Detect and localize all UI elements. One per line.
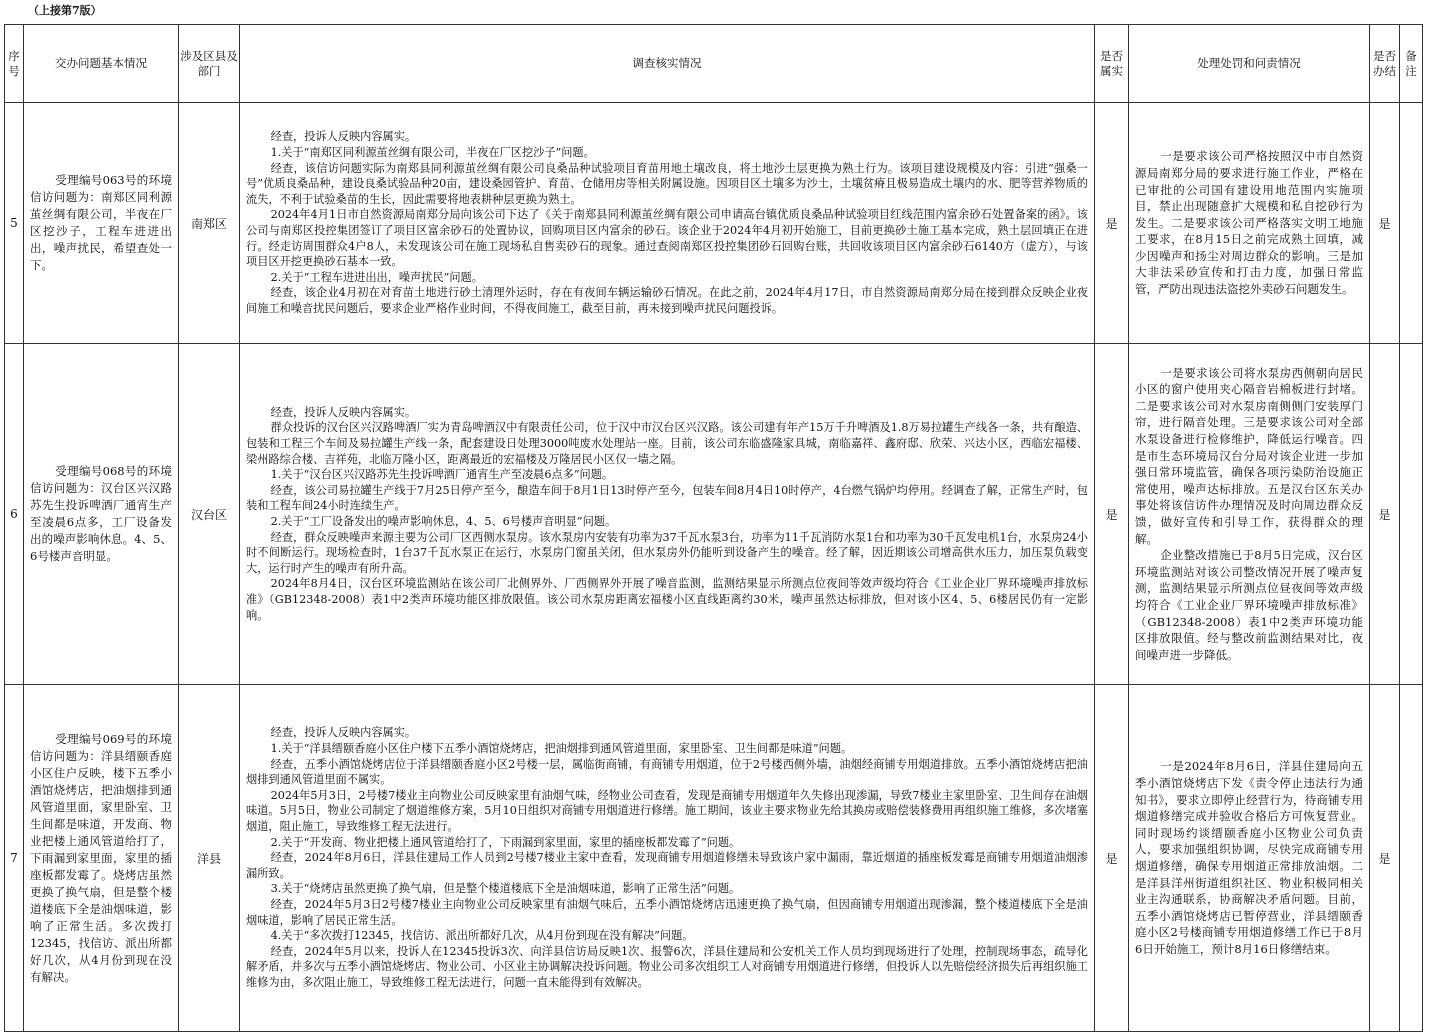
row-index: 7 [5,685,24,1032]
punish-cell [1129,103,1370,344]
is-true-cell: 是 [1095,344,1129,685]
paragraph: 1.关于“洋县缙颐香庭小区住户楼下五季小酒馆烧烤店，把油烟排到通风管道里面，家里卧室、卫生间都是味道”问题。 [270,742,853,756]
header-done: 是否办结 [1370,25,1400,103]
paragraph: 2.关于“工厂设备发出的噪声影响休息，4、5、6号楼声音明显”问题。 [270,515,617,528]
header-is-true: 是否属实 [1095,25,1129,103]
done-cell: 是 [1370,103,1400,344]
basic-text: 受理编号069号的环境信访问题为：洋县缙颐香庭小区住户反映，楼下五季小酒馆烧烤店，把油烟排到通风管道里面，家里卧室、卫生间都是味道，开发商、物业把楼上通风管道给打了，下雨漏到家里面，家里的插座板都发霉了。烧烤店虽然更换了换气扇，但是整个楼道楼底下全是油烟味道，影响了正常生活。多次拨打12345，找信访、派出所都好几次，从4月份到现在没有解决。 [30,731,172,984]
verify-cell [240,344,1095,685]
remark-cell [1400,344,1423,685]
table-row [5,103,1423,344]
paragraph: 一是2024年8月6日，洋县住建局向五季小酒馆烧烤店下发《责令停止违法行为通知书》，要求立即停止经营行为，待商铺专用烟道修缮完成并验收合格后方可恢复营业。同时现场约谈缙颐香庭小区物业公司负责人，要求加强组织协调，尽快完成商铺专用烟道修缮，确保专用烟道正常排放油烟。二是洋县洋州街道组织社区、物业积极同相关业主沟通联系，协商解决矛盾问题。目前，五季小酒馆烧烤店已暂停营业，洋县缙颐香庭小区2号楼商铺专用烟道修缮工作已于8月6日开始施工，预计8月16日修缮结束。 [1135,759,1363,956]
paragraph: 经查，2024年5月以来，投诉人在12345投诉3次、向洋县信访局反映1次、报警6次，洋县住建局和公安机关工作人员均到现场进行了处理，控制现场事态，疏导化解矛盾，并多次与五季小酒馆烧烤店、物业公司、小区业主协调解决投诉问题。物业公司多次组织工人对商铺专用烟道进行修缮，但投诉人以先赔偿经济损失后再组织施工维修为由，多次阻止施工，导致维修工程无法进行，问题一直未能得到有效解决。 [246,944,1088,989]
table-row [5,344,1423,685]
paragraph: 2024年5月3日，2号楼7楼业主向物业公司反映家里有油烟气味，经物业公司查看，发现是商铺专用烟道年久失修出现渗漏，导致7楼业主家里卧室、卫生间存在油烟味道。5月5日，物业公司制定了烟道维修方案，5月10日组织对商铺专用烟道进行修缮。施工期间，该业主要求物业先给其换房或赔偿装修费用再组织施工维修，多次堵塞烟道，阻止施工，导致维修工程无法进行。 [246,788,1088,834]
is-true-cell: 是 [1095,103,1129,344]
paragraph: 2024年8月4日，汉台区环境监测站在该公司厂北侧界外、厂西侧界外开展了噪音监测，监测结果显示所测点位夜间等效声级均符合《工业企业厂界环境噪声排放标准》（GB12348-2008）表1中2类声环境功能区排放限值。该公司水泵房距离宏福楼小区直线距离约30米，噪声虽然达标排放，但对该小区4、5、6楼居民仍有一定影响。 [246,577,1088,622]
paragraph: 3.关于“烧烤店虽然更换了换气扇，但是整个楼道楼底下全是油烟味道，影响了正常生活”问题。 [270,882,741,896]
paragraph: 经查，投诉人反映内容属实。 [270,130,417,144]
row-index: 6 [5,344,24,685]
paragraph: 2.关于“工程车进进出出，噪声扰民”问题。 [270,270,483,284]
paragraph: 经查，该公司易拉罐生产线于7月25日停产至今，酿造车间于8月1日13时停产至今，包装车间8月4日10时停产，4台燃气锅炉均停用。经调查了解，正常生产时，包装和工程车间24小时连续生产。 [246,483,1088,513]
done-cell: 是 [1370,685,1400,1032]
paragraph: 经查，2024年8月6日，洋县住建局工作人员到2号楼7楼业主家中查看，发现商铺专用烟道修缮未导致该户家中漏雨，靠近烟道的插座板发霉是商铺专用烟道油烟渗漏所致。 [246,851,1088,880]
paragraph: 群众投诉的汉台区兴汉路啤酒厂实为青岛啤酒汉中有限责任公司，位于汉中市汉台区兴汉路。该公司建有年产15万千升啤酒及1.8万易拉罐生产线各一条，共有酿造、包装和工程三个车间及易拉罐生产线一条，配套建设日处理3000吨废水处理站一座。目前，该公司东临盛隆家具城，南临嘉祥、鑫府邸、欣荣、兴达小区，西临宏福楼、梁州路综合楼、吉祥苑，北临万隆小区，距离最近的宏福楼及万隆居民小区仅一墙之隔。 [246,421,1088,466]
paragraph: 一是要求该公司将水泵房西侧朝向居民小区的窗户使用夹心隔音岩棉板进行封堵。二是要求该公司对水泵房南侧侧门安装厚门帘，进行隔音处理。三是要求该公司对全部水泵设备进行检修维护，降低运行噪音。四是市生态环境局汉台分局对该企业进一步加强日常环境监管，确保各项污染防治设施正常使用，噪声达标排放。五是汉台区东关办事处将该信访件办理情况及时向周边群众反馈，做好宣传和引导工作，获得群众的理解。 [1135,365,1363,546]
paragraph: 1.关于“南郑区同利源茧丝绸有限公司，半夜在厂区挖沙子”问题。 [270,146,595,160]
paragraph: 4.关于“多次拨打12345，找信访、派出所都好几次，从4月份到现在没有解决”问题。 [270,929,694,943]
basic-text: 受理编号063号的环境信访问题为：南郑区同利源茧丝绸有限公司，半夜在厂区挖沙子，工程车进进出出，噪声扰民，希望查处一下。 [30,173,172,272]
paragraph: 2.关于“开发商、物业把楼上通风管道给打了，下雨漏到家里面，家里的插座板都发霉了”问题。 [270,835,741,849]
header-district: 涉及区县及部门 [179,25,240,103]
table-row [5,685,1423,1032]
paragraph: 经查，该信访问题实际为南郑县同利源茧丝绸有限公司良桑品种试验项目育苗用地土壤改良，将土地沙土层更换为熟土行为。该项目建设规模及内容：引进“强桑一号”优质良桑品种，建设良桑试验品种20亩，建设桑园管护、育苗、仓储用房等相关附属设施。因项目区土壤多为沙土，土壤贫瘠且极易造成土壤内的水、肥等营养物质的流失，不利于试验桑苗的生长，因此需要将地表耕种层更换为熟土。 [246,161,1088,206]
basic-cell [24,103,179,344]
paragraph: 经查，群众反映噪声来源主要为公司厂区西侧水泵房。该水泵房内安装有功率为37千瓦水泵3台，功率为11千瓦消防水泵1台和功率为30千瓦发电机1台，水泵房24小时不间断运行。现场检查时，1台37千瓦水泵正在运行，水泵房门窗虽关闭，但水泵房外仍能听到设备产生的噪音。经了解，因近期该公司增高供水压力，加压泵负载变大，运行时产生的噪声有所升高。 [246,530,1088,575]
paragraph: 2024年4月1日市自然资源局南郑分局向该公司下达了《关于南郑县同利源茧丝绸有限公司申请高台镇优质良桑品种试验项目红线范围内富余砂石处置备案的函》。该公司与南郑区投控集团签订了项目区富余砂石的处置协议，回购项目区内富余的砂石。该企业于2024年4月初开始施工，目前更换砂土施工基本完成，熟土层回填正在进行。经走访周围群众4户8人，未发现该公司在施工现场私自售卖砂石的现象。通过查阅南郑区投控集团砂石回购台账，共回收该项目区内富余砂石6140方（虚方），与该项目区开挖更换砂石基本一致。 [246,208,1088,269]
paragraph: 经查，五季小酒馆烧烤店位于洋县缙颐香庭小区2号楼一层，属临街商铺，有商铺专用烟道，位于2号楼西侧外墙，油烟经商铺专用烟道排放。五季小酒馆烧烤店把油烟排到通风管道里面不属实。 [246,757,1088,787]
header-punish: 处理处罚和问责情况 [1129,25,1370,103]
paragraph: 经查，投诉人反映内容属实。 [270,405,417,419]
punish-cell [1129,344,1370,685]
header-remark: 备注 [1400,25,1423,103]
district-cell: 南郑区 [179,103,240,344]
verify-cell [240,103,1095,344]
paragraph: 经查，该企业4月初在对育苗土地进行砂土清理外运时，存在有夜间车辆运输砂石情况。在此之前，2024年4月17日，市自然资源局南郑分局在接到群众反映企业夜间施工和噪音扰民问题后，要求企业严格作业时间，不得夜间施工，截至目前，再未接到噪声扰民问题投诉。 [246,286,1088,315]
header-verify: 调查核实情况 [240,25,1095,103]
header-index: 序号 [5,25,24,103]
basic-cell [24,344,179,685]
paragraph: 企业整改措施已于8月5日完成，汉台区环境监测站对该公司整改情况开展了噪声复测，监测结果显示所测点位昼夜间等效声级均符合《工业企业厂界环境噪声排放标准》（GB12348-2008）表1中2类声环境功能区排放限值。经与整改前监测结果对比，夜间噪声进一步降低。 [1135,548,1363,662]
district-cell: 洋县 [179,685,240,1032]
punish-cell [1129,685,1370,1032]
continuation-note: （上接第7版） [28,4,102,17]
row-index: 5 [5,103,24,344]
verify-cell [240,685,1095,1032]
paragraph: 经查，2024年5月3日2号楼7楼业主向物业公司反映家里有油烟气味后，五季小酒馆烧烤店迅速更换了换气扇，但因商铺专用烟道出现渗漏，整个楼道楼底下全是油烟味道，影响了居民正常生活。 [246,897,1088,927]
remark-cell [1400,685,1423,1032]
header-row [5,25,1423,103]
complaint-table [4,24,1423,1032]
paragraph: 一是要求该公司严格按照汉中市自然资源局南郑分局的要求进行施工作业，严格在已审批的公司国有建设用地范围内实施项目，禁止出现随意扩大规模和私自挖砂行为发生。二是要求该公司严格落实文明工地施工要求，在8月15日之前完成熟土回填，减少因噪声和扬尘对周边群众的影响。三是加大非法采砂宣传和打击力度，加强日常监管，严防出现违法盗挖外卖砂石问题发生。 [1135,149,1363,297]
district-cell: 汉台区 [179,344,240,685]
remark-cell [1400,103,1423,344]
paragraph: 1.关于“汉台区兴汉路苏先生投诉啤酒厂通宵生产至凌晨6点多”问题。 [270,468,614,482]
done-cell: 是 [1370,344,1400,685]
is-true-cell: 是 [1095,685,1129,1032]
header-basic: 交办问题基本情况 [24,25,179,103]
basic-text: 受理编号068号的环境信访问题为：汉台区兴汉路苏先生投诉啤酒厂通宵生产至凌晨6点多，工厂设备发出的噪声影响休息。4、5、6号楼声音明显。 [30,464,172,563]
basic-cell [24,685,179,1032]
paragraph: 经查，投诉人反映内容属实。 [270,726,417,740]
